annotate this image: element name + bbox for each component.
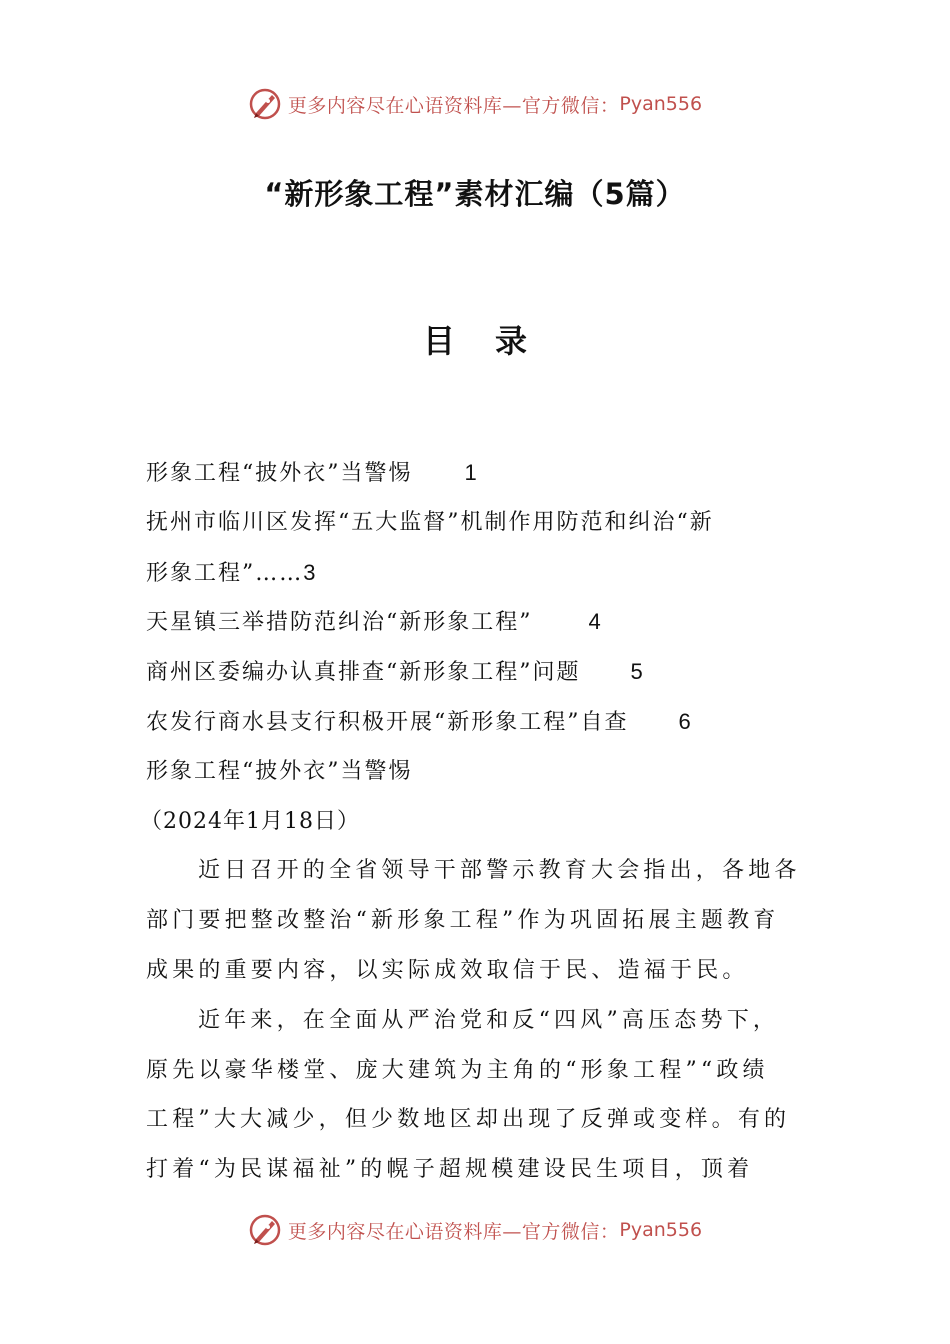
- pen-logo-icon: [248, 87, 282, 121]
- toc-entry[interactable]: [146, 697, 806, 747]
- toc-entry-page: 5: [630, 659, 645, 685]
- toc-heading: [0, 316, 950, 362]
- toc-entry-title: 抚州市临川区发挥“五大监督”机制作用防范和纠治“新: [146, 509, 714, 535]
- toc-entry[interactable]: [146, 597, 806, 647]
- paragraph: [146, 846, 806, 995]
- paragraph-line: 部门要把整改整治“新形象工程”作为巩固拓展主题教育: [146, 908, 780, 934]
- watermark-wechat-id: Pyan556: [619, 1219, 703, 1241]
- toc-entry-title: 形象工程”……: [146, 560, 304, 586]
- toc-entry-title: 商州区委编办认真排查“新形象工程”问题: [146, 660, 581, 686]
- toc-heading-right: 录: [495, 322, 528, 360]
- watermark-footer: [0, 1210, 950, 1250]
- toc-entry-page: 1: [464, 460, 479, 485]
- paragraph-line: 成果的重要内容，以实际成效取信于民、造福于民。: [146, 957, 749, 983]
- paragraph-line: 近年来，在全面从严治党和反“四风”高压态势下，: [198, 1007, 780, 1033]
- paragraph: [146, 996, 806, 1195]
- pen-logo-icon: [248, 1213, 282, 1247]
- toc-entry-page: 6: [678, 708, 693, 734]
- toc-entry-title: 形象工程“披外衣”当警惕: [146, 461, 413, 486]
- document-title: “新形象工程”素材汇编（5篇）: [264, 177, 686, 211]
- watermark-wechat-id: Pyan556: [619, 93, 703, 115]
- document-body: [140, 448, 806, 1195]
- paragraph-line: 打着“为民谋福祉”的幌子超规模建设民生项目，顶着: [146, 1157, 754, 1183]
- toc-entry-title: 天星镇三举措防范纠治“新形象工程”: [146, 610, 533, 636]
- toc-entry[interactable]: [146, 647, 806, 697]
- paragraph-line: 原先以豪华楼堂、庞大建筑为主角的“形象工程”“政绩: [146, 1057, 769, 1083]
- paragraph-line: 近日召开的全省领导干部警示教育大会指出，各地各: [198, 858, 801, 884]
- toc-heading-left: 目: [422, 322, 455, 360]
- article-title: 形象工程“披外衣”当警惕: [146, 758, 413, 784]
- toc-entry-page: 3: [303, 559, 318, 585]
- toc-entry-continued[interactable]: [146, 548, 806, 598]
- toc-entry[interactable]: [146, 448, 806, 498]
- paragraph-line: 工程”大大减少，但少数地区却出现了反弹或变样。有的: [146, 1107, 791, 1133]
- watermark-text: 更多内容尽在心语资料库—官方微信：: [287, 1220, 620, 1243]
- watermark-header: [0, 84, 950, 124]
- toc-entry[interactable]: [146, 498, 806, 548]
- article-date: （2024年1月18日）: [140, 808, 360, 834]
- watermark-text: 更多内容尽在心语资料库—官方微信：: [287, 94, 620, 117]
- toc-entry-page: 4: [588, 609, 603, 635]
- toc-entry-title: 农发行商水县支行积极开展“新形象工程”自查: [146, 709, 629, 735]
